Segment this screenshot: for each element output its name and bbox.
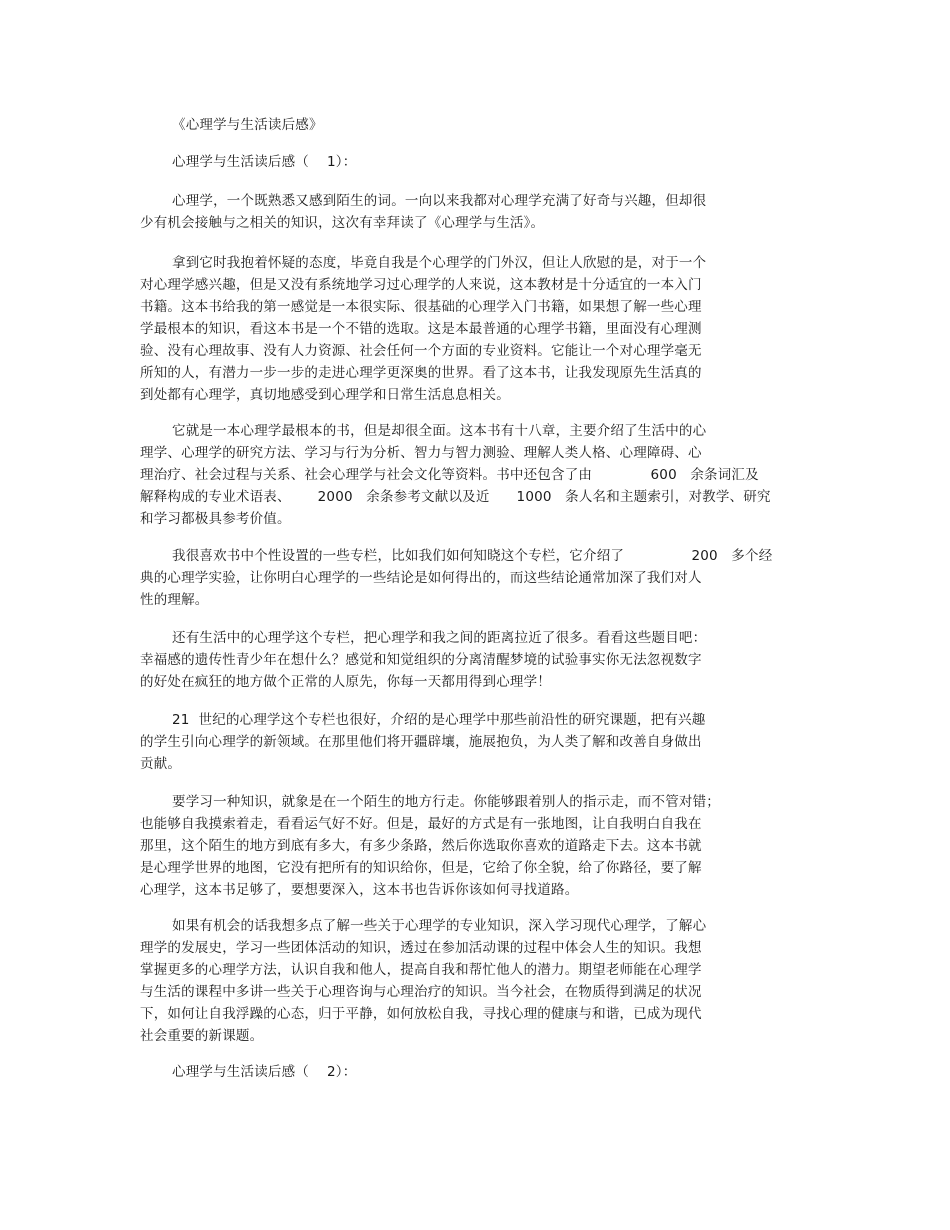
section-heading-1: 心理学与生活读后感（ 1）：	[172, 154, 357, 170]
paragraph-line: 的好处在疯狂的地方做个正常的人原先，你每一天都用得到心理学！	[140, 674, 551, 690]
paragraph-line: 所知的人，有潜力一步一步的走进心理学更深奥的世界。看了这本书，让我发现原先生活真的	[140, 365, 702, 381]
paragraph-line: 掌握更多的心理学方法，认识自我和他人，提高自我和帮忙他人的潜力。期望老师能在心理学	[140, 962, 702, 978]
paragraph-line: 我很喜欢书中个性设置的一些专栏，比如我们如何知晓这个专栏，它介绍了 200 多个经	[172, 548, 773, 564]
paragraph-line: 社会重要的新课题。	[140, 1028, 264, 1044]
document-title: 《心理学与生活读后感》	[172, 117, 323, 133]
paragraph-line: 到处都有心理学，真切地感受到心理学和日常生活息息相关。	[140, 387, 510, 403]
paragraph-line: 心理学，这本书足够了，要想要深入，这本书也告诉你该如何寻找道路。	[140, 882, 579, 898]
paragraph-line: 和学习都极具参考价值。	[140, 511, 291, 527]
paragraph-line: 理学的发展史，学习一些团体活动的知识，透过在参加活动课的过程中体会人生的知识。我想	[140, 940, 702, 956]
paragraph-line: 幸福感的遗传性青少年在想什么？感觉和知觉组织的分离清醒梦境的试验事实你无法忽视数字	[140, 652, 702, 668]
paragraph-line: 解释构成的专业术语表、 2000 余条参考文献以及近 1000 条人名和主题索引，对教学、研究	[140, 489, 771, 505]
paragraph-line: 拿到它时我抱着怀疑的态度，毕竟自我是个心理学的门外汉，但让人欣慰的是，对于一个	[172, 255, 707, 271]
paragraph-line: 下，如何让自我浮躁的心态，归于平静，如何放松自我，寻找心理的健康与和谐，已成为现代	[140, 1006, 702, 1022]
paragraph-line: 贡献。	[140, 756, 182, 772]
paragraph-line: 对心理学感兴趣，但是又没有系统地学习过心理学的人来说，这本教材是十分适宜的一本入门	[140, 277, 702, 293]
paragraph-line: 要学习一种知识，就象是在一个陌生的地方行走。你能够跟着别人的指示走，而不管对错；	[172, 794, 720, 810]
paragraph-line: 是心理学世界的地图，它没有把所有的知识给你，但是，它给了你全貌，给了你路径，要了解	[140, 860, 702, 876]
paragraph-line: 心理学，一个既熟悉又感到陌生的词。一向以来我都对心理学充满了好奇与兴趣，但却很	[172, 193, 707, 209]
paragraph-line: 书籍。这本书给我的第一感觉是一本很实际、很基础的心理学入门书籍，如果想了解一些心理	[140, 299, 702, 315]
paragraph-line: 典的心理学实验，让你明白心理学的一些结论是如何得出的，而这些结论通常加深了我们对人	[140, 570, 702, 586]
paragraph-line: 理学、心理学的研究方法、学习与行为分析、智力与智力测验、理解人类人格、心理障碍、心	[140, 445, 702, 461]
paragraph-line: 性的理解。	[140, 592, 209, 608]
paragraph-line: 它就是一本心理学最根本的书，但是却很全面。这本书有十八章，主要介绍了生活中的心	[172, 423, 707, 439]
paragraph-line: 少有机会接触与之相关的知识，这次有幸拜读了《心理学与生活》。	[140, 215, 545, 231]
paragraph-line: 理治疗、社会过程与关系、社会心理学与社会文化等资料。书中还包含了由 600 余条词汇及	[140, 467, 759, 483]
paragraph-line: 那里，这个陌生的地方到底有多大，有多少条路，然后你选取你喜欢的道路走下去。这本书就	[140, 838, 702, 854]
section-heading-2: 心理学与生活读后感（ 2）：	[172, 1064, 357, 1080]
paragraph-line: 21 世纪的心理学这个专栏也很好，介绍的是心理学中那些前沿性的研究课题，把有兴趣	[172, 712, 706, 728]
paragraph-line: 的学生引向心理学的新领域。在那里他们将开疆辟壤，施展抱负，为人类了解和改善自身做出	[140, 734, 702, 750]
paragraph-line: 还有生活中的心理学这个专栏，把心理学和我之间的距离拉近了很多。看看这些题目吧：	[172, 630, 707, 646]
paragraph-line: 也能够自我摸索着走，看看运气好不好。但是，最好的方式是有一张地图，让自我明白自我在	[140, 816, 702, 832]
paragraph-line: 如果有机会的话我想多点了解一些关于心理学的专业知识，深入学习现代心理学，了解心	[172, 918, 707, 934]
paragraph-line: 学最根本的知识，看这本书是一个不错的选取。这是本最普通的心理学书籍，里面没有心理测	[140, 321, 702, 337]
paragraph-line: 验、没有心理故事、没有人力资源、社会任何一个方面的专业资料。它能让一个对心理学毫无	[140, 343, 702, 359]
paragraph-line: 与生活的课程中多讲一些关于心理咨询与心理治疗的知识。当今社会，在物质得到满足的状况	[140, 984, 702, 1000]
